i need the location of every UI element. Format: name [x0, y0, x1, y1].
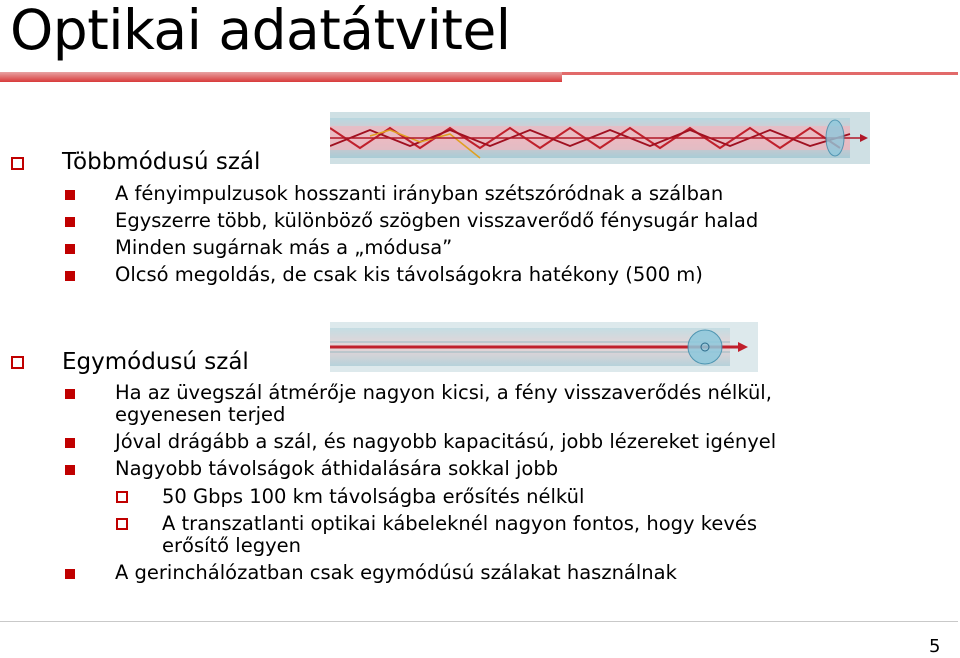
sub-bullet-text: 50 Gbps 100 km távolságba erősítés nélkül	[162, 485, 585, 508]
sub-bullet-icon	[116, 518, 128, 530]
bullet-icon	[65, 438, 75, 448]
bullet-text: Egyszerre több, különböző szögben visszaverődő fénysugár halad	[115, 209, 759, 232]
bullet-icon	[65, 244, 75, 254]
sub-bullet-text-continuation: erősítő legyen	[162, 534, 301, 557]
bullet-icon	[65, 569, 75, 579]
section-heading-singlemode: Egymódusú szál	[62, 349, 249, 375]
bullet-text: A gerinchálózatban csak egymódúsú szálakat használnak	[115, 561, 677, 584]
bullet-text: Nagyobb távolságok áthidalására sokkal jobb	[115, 457, 559, 480]
page-number: 5	[929, 636, 941, 657]
title-underline-thick	[0, 72, 562, 82]
bullet-text: Minden sugárnak más a „módusa”	[115, 236, 453, 259]
section-heading-multimode: Többmódusú szál	[62, 149, 261, 175]
sub-bullet-icon	[116, 491, 128, 503]
sub-bullet-text: A transzatlanti optikai kábeleknél nagyon fontos, hogy kevés	[162, 512, 758, 535]
bullet-icon	[65, 217, 75, 227]
section-bullet-icon	[11, 157, 24, 170]
bullet-text-continuation: egyenesen terjed	[115, 403, 286, 426]
title-underline-thin	[562, 72, 958, 75]
multimode-fiber-image	[330, 112, 870, 164]
footer-divider	[0, 621, 958, 622]
singlemode-fiber-image	[330, 322, 758, 372]
section-bullet-icon	[11, 356, 24, 369]
bullet-text: Jóval drágább a szál, és nagyobb kapacitású, jobb lézereket igényel	[115, 430, 777, 453]
bullet-text: A fényimpulzusok hosszanti irányban szétszóródnak a szálban	[115, 182, 724, 205]
bullet-icon	[65, 271, 75, 281]
bullet-icon	[65, 465, 75, 475]
bullet-text: Ha az üvegszál átmérője nagyon kicsi, a fény visszaverődés nélkül,	[115, 381, 772, 404]
bullet-text: Olcsó megoldás, de csak kis távolságokra hatékony (500 m)	[115, 263, 703, 286]
bullet-icon	[65, 190, 75, 200]
slide-title: Optikai adatátvitel	[10, 0, 511, 62]
bullet-icon	[65, 389, 75, 399]
title-underline	[0, 70, 958, 82]
